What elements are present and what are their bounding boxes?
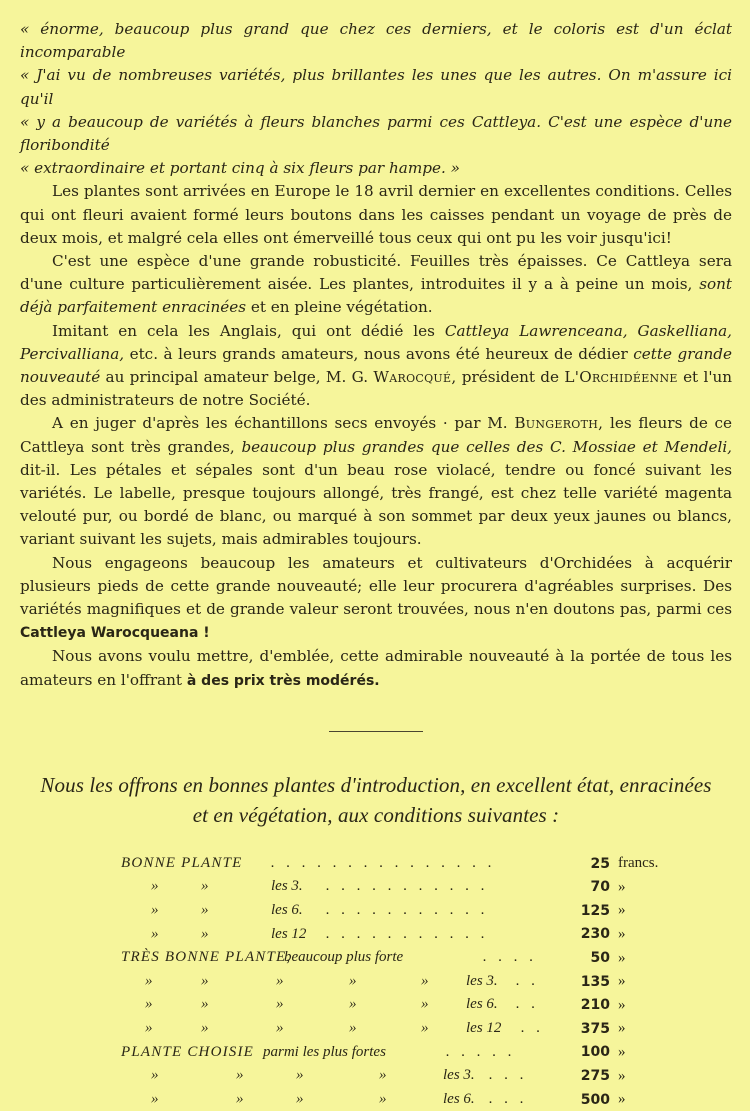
quote-line: « énorme, beaucoup plus grand que chez ces derniers, et le coloris est d'un éclat incomparable [20,20,732,62]
price-unit: » [618,1091,626,1108]
offer-line: et en végétation, aux conditions suivantes : [192,802,560,827]
ditto-mark: » [349,996,357,1013]
quote-line: « extraordinaire et portant cinq à six fleurs par hampe. » [20,159,460,178]
price-detail: les 3. [271,878,303,895]
price-unit: » [618,902,626,919]
price-unit: » [618,1067,626,1084]
price-value: 135 [580,973,610,990]
paragraph-text: président de [461,368,560,387]
paragraph-recommendation [20,552,732,646]
price-highlight: à des prix très modérés. [186,672,380,689]
ditto-mark: » [349,972,357,989]
paragraph-text: et l'un des administrateurs de notre Société. [20,368,733,410]
price-row [121,1088,658,1111]
ditto-mark: » [421,1020,429,1037]
price-unit: » [618,1043,626,1060]
paragraph-arrival: Les plantes sont arrivées en Europe le 18 avril dernier en excellentes conditions. Celles qui ont fleuri avaient formé leurs boutons dans les caisses pendant un voyage de près de deux mois, et malgré cela elles ont émerveillé tous ceux qui ont pu les voir jusqu'ici! [20,182,732,247]
paragraph-text: et en pleine végétation. [250,298,433,317]
ditto-mark: » [145,996,153,1013]
paragraph-text: A en juger d'après les échantillons secs envoyés · par M. [52,414,508,433]
ditto-mark: » [296,1090,304,1107]
price-value: 275 [580,1068,610,1085]
price-detail: les 3. [443,1067,475,1084]
paragraph-prices [20,645,732,692]
price-label [121,1064,552,1088]
price-label [121,946,552,970]
ditto-mark: » [151,925,159,942]
plant-grade: TRÈS BONNE PLANTE, [121,949,292,966]
price-row [121,875,658,899]
ditto-mark: » [151,902,159,919]
paragraph-dedication [20,320,732,413]
price-detail: les 6. [466,996,498,1013]
price-value: 100 [580,1044,610,1061]
person-name: Warocqué, [373,368,457,387]
ditto-mark: » [421,972,429,989]
ditto-mark: » [201,1020,209,1037]
price-detail: beaucoup plus forte [284,949,404,966]
price-label [121,993,552,1017]
leader-dots: . . . . . . . . . . . [326,925,489,942]
society-name: L'Orchidéenne [564,368,678,387]
price-value: 125 [580,902,610,919]
paragraph-text: Nous engageons beaucoup les amateurs et cultivateurs d'Orchidées à acquérir plusieurs pieds de cette grande nouveauté; elle leur procurera d'agréables surprises. Des variétés magnifiques et de grande valeur seront trouvées, nous n'en doutons pas, parmi ces [20,553,732,619]
price-detail: les 3. [466,972,498,989]
price-value: 210 [580,997,610,1014]
price-row [121,946,658,970]
emphasis-text: beaucoup plus grandes que celles des C. Mossiae et Mendeli, [241,437,733,456]
price-value: 230 [580,926,610,943]
price-unit: » [618,973,626,990]
emphasis-text: cette grande nouveauté [20,344,733,387]
paragraph-text: les fleurs de ce Cattleya sont très grandes, [20,414,733,456]
ditto-mark: » [201,902,209,919]
ditto-mark: » [276,972,284,989]
price-detail: les 12 [466,1020,502,1037]
paragraph-text: Imitant en cela les Anglais, qui ont dédié les [52,321,435,340]
plant-grade: PLANTE CHOISIE [121,1043,255,1060]
price-value: 70 [590,879,610,896]
ditto-mark: » [421,996,429,1013]
price-detail: les 6. [443,1090,475,1107]
ditto-mark: » [151,1067,159,1084]
paragraph-text: etc. à leurs grands amateurs, nous avons été heureux de dédier [129,344,628,363]
price-row [121,899,658,923]
ditto-mark: » [201,878,209,895]
section-divider [329,731,423,732]
quote-line: « J'ai vu de nombreuses variétés, plus brillantes les unes que les autres. On m'assure ici qu'il [20,66,732,108]
ditto-mark: » [201,972,209,989]
ditto-mark: » [236,1090,244,1107]
price-detail: parmi les plus fortes [263,1043,386,1060]
price-unit: » [618,949,626,966]
species-names: Cattleya Lawrenceana, Gaskelliana, Percivalliana, [20,321,733,363]
paragraph-robustness [20,250,732,320]
price-row [121,970,658,994]
ditto-mark: » [349,1020,357,1037]
ditto-mark: » [201,996,209,1013]
ditto-mark: » [151,1090,159,1107]
price-label [121,852,552,876]
price-value: 50 [590,950,610,967]
price-unit: francs. [618,855,659,872]
ditto-mark: » [151,878,159,895]
price-row [121,852,658,876]
ditto-mark: » [296,1067,304,1084]
price-unit: » [618,925,626,942]
leader-dots: . . [521,1020,545,1037]
price-label [121,875,552,899]
paragraph-flowers [20,412,732,551]
paragraph-text: dit-il. Les pétales et sépales sont d'un beau rose violacé, tendre ou foncé suivant les variétés. Le labelle, presque toujours allongé, très frangé, est chez telle variété magenta velouté pur, ou bordé de blanc, ou marqué à son sommet par deux yeux jaunes ou blancs, variant suivant les sujets, mais admirables toujours. [20,460,732,549]
price-row [121,923,658,947]
leader-dots: . . [516,972,540,989]
ditto-mark: » [145,972,153,989]
leader-dots: . . . . . . . . . . . . . . . [271,854,496,871]
price-unit: » [618,878,626,895]
price-row [121,1041,658,1065]
price-label [121,1041,552,1065]
price-row [121,993,658,1017]
leader-dots: . . . . . . . . . . . [326,878,489,895]
ditto-mark: » [379,1067,387,1084]
price-value: 375 [580,1020,610,1037]
price-label [121,1017,552,1041]
plant-grade: BONNE PLANTE [121,854,243,871]
price-detail: les 6. [271,902,303,919]
leader-dots: . . . . [483,949,538,966]
paragraph-text: Nous avons voulu mettre, d'emblée, cette admirable nouveauté à la portée de tous les amateurs en l'offrant [20,647,732,689]
price-row [121,1017,658,1041]
price-row [121,1064,658,1088]
price-label [121,970,552,994]
price-label [121,1088,552,1111]
leader-dots: . . . [489,1090,528,1107]
price-value: 500 [580,1091,610,1108]
leader-dots: . . . . . . . . . . . [326,902,489,919]
price-value: 25 [590,855,610,872]
price-unit: » [618,1020,626,1037]
price-table [121,852,658,1111]
paragraph-text: C'est une espèce d'une grande robusticité. Feuilles très épaisses. Ce Cattleya sera d'une culture particulièrement aisée. Les plantes, introduites il y a à peine un mois, [20,252,732,294]
emphasis-text: sont déjà parfaitement enracinées [20,275,733,317]
offer-line: Nous les offrons en bonnes plantes d'introduction, en excellent état, enracinées [40,772,712,797]
price-unit: » [618,996,626,1013]
species-highlight: Cattleya Warocqueana ! [20,625,210,642]
leader-dots: . . . . . [446,1043,516,1060]
person-name: Bungeroth, [514,414,604,433]
paragraph-text: au principal amateur belge, M. G. [105,368,369,387]
body-text [20,18,732,693]
quote-line: « y a beaucoup de variétés à fleurs blanches parmi ces Cattleya. C'est une espèce d'une floribondité [20,112,732,155]
ditto-mark: » [236,1067,244,1084]
ditto-mark: » [201,925,209,942]
leader-dots: . . [516,996,540,1013]
price-label [121,899,552,923]
price-label [121,923,552,947]
ditto-mark: » [379,1090,387,1107]
ditto-mark: » [145,1020,153,1037]
ditto-mark: » [276,1020,284,1037]
offer-heading [20,770,732,830]
ditto-mark: » [276,996,284,1013]
price-detail: les 12 [271,925,307,942]
leader-dots: . . . [489,1067,528,1084]
